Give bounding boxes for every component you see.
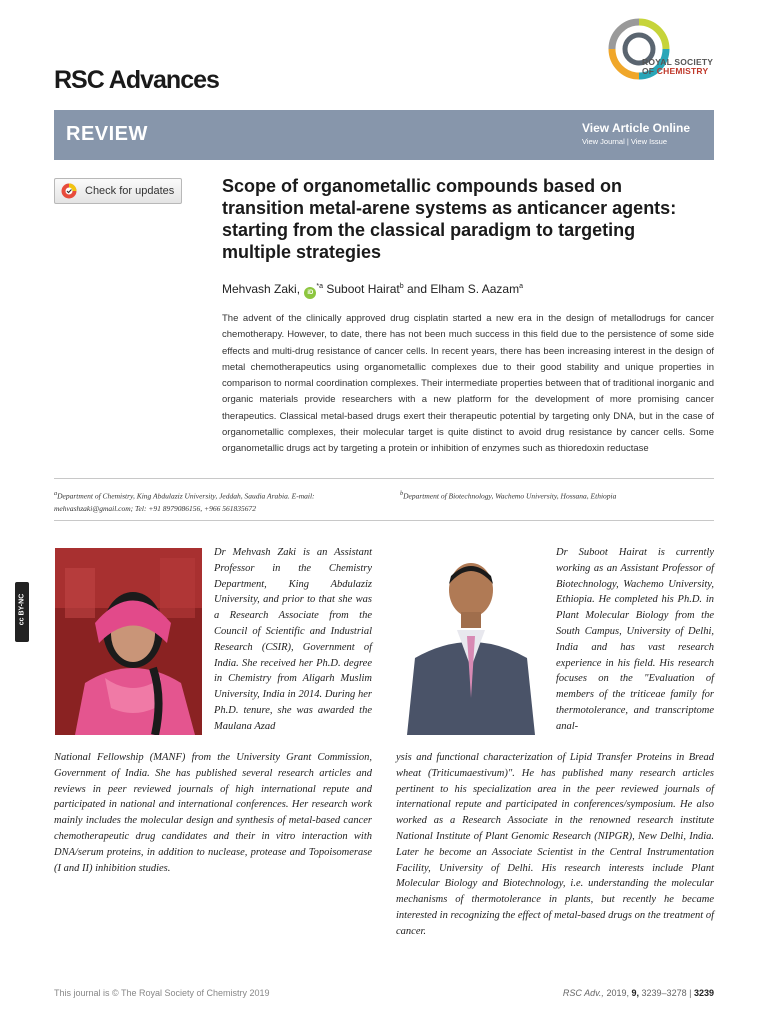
abstract-text: The advent of the clinically approved drug cisplatin started a new era in the design of metallodrugs for cancer chemotherapy. However, to date, there has not been much success in this field due to the persistence of some side effects and multi-drug resistance of cancer cells. In recent years, there has been increasing interest in the design of metal chemotherapeutics using organometallic complexes due to their good stability and unique properties in comparison to normal coordination complexes. Their intermediate properties between that of traditional inorganic and organic materials provide researchers with a new platform for the development of more promising cancer therapeutics. Classical metal-based drugs exert their therapeutic potential by targeting only DNA, but in the case of organometallic complexes, their molecular target is quite distinct to avoid drug resistance by cancer cells. Some organometallic drugs act by targeting a protein or inhibition of enzymes such as thioredoxin reductase — [222, 313, 714, 455]
footer-copyright: This journal is © The Royal Society of Chemistry 2019 — [54, 988, 270, 998]
affiliation-a: $^a$Department of Chemistry, King Abdulaziz University, Jeddah, Saudia Arabia. E-mail: mehvashzaki@gmail.com; Tel: +91 8979086156, +966 561835672 — [54, 490, 315, 513]
author-affil-mark: *a — [316, 283, 323, 290]
divider — [54, 520, 714, 521]
author-list — [222, 282, 523, 299]
affiliation-b: $^b$Department of Biotechnology, Wachemo University, Hossana, Ethiopia — [400, 490, 617, 501]
bio-zaki-full: National Fellowship (MANF) from the University Grant Commission, Government of India. She has published several research articles and reviews in peer reviewed journals of high international repute and participated in national and international conferences. Her research work mainly includes the molecular design and synthesis of metal-based cancer chemotherapeutic drug candidates and their in vitro interaction with DNA/serum proteins, in addition to nuclease, protease and Topoisomerase (I and II) inhibition studies. — [54, 752, 372, 874]
author-name: Mehvash Zaki, — [222, 282, 301, 296]
crossmark-icon — [61, 183, 77, 199]
author-affil-mark: a — [519, 283, 523, 290]
view-article-online-link[interactable]: View Article Online — [581, 121, 690, 135]
rsc-logo[interactable] — [608, 18, 718, 82]
bio-hairat-full: ysis and functional characterization of Lipid Transfer Proteins in Bread wheat (Triticumaestivum)". He has published many research articles pertinent to his specialization area in the peer reviewed journals of international repute and participated in conferences/symposium. He also worked as a Research Associate in the renowned research institute National Institute of Plant Genomic Research (NIPGR), New Delhi, India. Later he become an Associate Scientist in the Central Instrumentation Facility, University of Delhi. His research interests include Plant Molecular Biology and Biotechnology, i.e. understanding the molecular mechanisms of thermotolerance in plants, but recently he became interested in recognizing the effect of metal-based drugs on the treatment of cancer. — [396, 752, 714, 937]
view-links-block — [582, 121, 690, 146]
bio-hairat-side: Dr Suboot Hairat is currently working as an Assistant Professor of Biotechnology, Wachemo University, Ethiopia. He completed his Ph.D. in Plant Molecular Biology from the South Campus, University of Delhi, India and has vast research experience in his field. His research focuses on the "Evaluation of members of the triticeae family for thermotolerance, and transcriptome anal- — [556, 547, 714, 732]
article-title: Scope of organometallic compounds based on transition metal-arene systems as anticancer agents: starting from the classical paradigm to targeting multiple strategies — [222, 176, 677, 262]
author-photo-zaki — [55, 548, 202, 735]
portrait-zaki-icon — [55, 548, 202, 735]
cc-license-badge[interactable] — [15, 582, 29, 642]
rsc-logo-text: ROYAL SOCIETY OF CHEMISTRY — [642, 57, 714, 76]
article-type: REVIEW — [66, 123, 148, 145]
author-name: Suboot Hairat — [326, 282, 400, 296]
orcid-icon[interactable]: iD — [304, 287, 316, 299]
page-number: 3239 — [693, 988, 714, 998]
article-banner — [54, 110, 714, 160]
check-for-updates-label: Check for updates — [85, 185, 175, 197]
author-name: Elham S. Aazam — [430, 282, 520, 296]
view-journal-issue-links[interactable]: View Journal | View Issue — [581, 137, 668, 146]
check-for-updates-button[interactable] — [54, 178, 182, 204]
divider — [54, 478, 714, 479]
bio-zaki-side: Dr Mehvash Zaki is an Assistant Professor in the Chemistry Department, King Abdulaziz University, and prior to that she was a Research Associate from the Council of Scientific and Industrial Research (CSIR), Government of India. She received her Ph.D. degree in Chemistry from Aligarh Muslim University, India in 2014. During her Ph.D. tenure, she was awarded the Maulana Azad — [214, 547, 372, 732]
author-photo-hairat — [397, 548, 544, 735]
journal-title: RSC Advances — [54, 66, 219, 94]
portrait-hairat-icon — [397, 548, 544, 735]
author-affil-mark: b — [399, 283, 404, 290]
author-separator: and — [406, 282, 428, 296]
cc-license-label: cc BY-NC — [18, 593, 26, 626]
footer-citation: RSC Adv., 2019, 9, 3239–3278 | 3239 — [562, 988, 714, 998]
